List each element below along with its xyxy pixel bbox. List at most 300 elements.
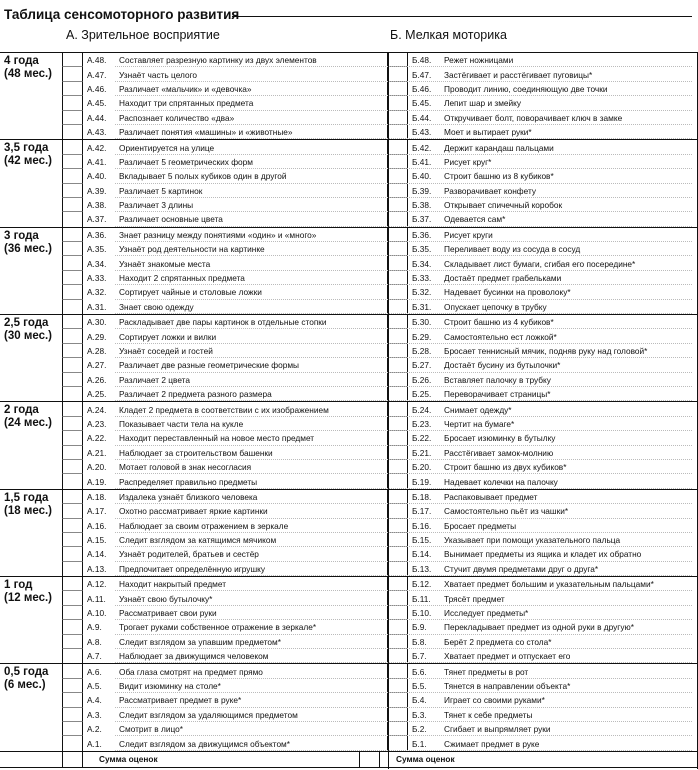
- age-group-rows: [0, 577, 698, 663]
- item-code-a: А.2.: [87, 724, 102, 735]
- item-text-b: Бросает изюминку в бутылку: [444, 433, 556, 444]
- table-row: [0, 300, 698, 314]
- score-box-b[interactable]: [387, 708, 408, 722]
- item-code-a: А.1.: [87, 738, 102, 749]
- item-text-b: Достаёт бусину из бутылочки*: [444, 360, 561, 371]
- table-row: [0, 533, 698, 547]
- table-row: [0, 67, 698, 81]
- score-box-a[interactable]: [62, 736, 83, 750]
- item-code-a: А.39.: [87, 185, 107, 196]
- item-text-b: Вынимает предметы из ящика и кладет их обратно: [444, 549, 642, 560]
- item-code-a: А.33.: [87, 273, 107, 284]
- score-box-a[interactable]: [62, 242, 83, 256]
- item-code-a: А.38.: [87, 200, 107, 211]
- sum-box-b[interactable]: [359, 752, 380, 767]
- age-group-rows: [0, 53, 698, 139]
- item-text-b: Откручивает болт, поворачивает ключ в замке: [444, 112, 623, 123]
- item-code-b: Б.21.: [412, 447, 432, 458]
- score-box-b[interactable]: [387, 140, 408, 154]
- item-code-a: А.48.: [87, 55, 107, 66]
- item-code-a: А.46.: [87, 83, 107, 94]
- item-code-a: А.24.: [87, 404, 107, 415]
- age-group-rows: [0, 402, 698, 488]
- score-box-a[interactable]: [62, 693, 83, 707]
- score-box-b[interactable]: [387, 242, 408, 256]
- item-text-b: Строит башню из двух кубиков*: [444, 462, 567, 473]
- table-row: [0, 736, 698, 750]
- item-code-a: А.20.: [87, 462, 107, 473]
- item-text-a: Узнаёт родителей, братьев и сестёр: [119, 549, 259, 560]
- item-text-a: Издалека узнаёт близкого человека: [119, 491, 258, 502]
- item-code-b: Б.31.: [412, 301, 432, 312]
- item-code-a: А.17.: [87, 506, 107, 517]
- score-box-b[interactable]: [387, 547, 408, 561]
- age-years: 1 год: [4, 579, 33, 592]
- table-row: [0, 53, 698, 67]
- score-box-b[interactable]: [387, 198, 408, 212]
- item-text-a: Охотно рассматривает яркие картинки: [119, 506, 268, 517]
- score-box-a[interactable]: [62, 547, 83, 561]
- sum-label-a: Сумма оценок: [99, 754, 158, 765]
- item-text-a: Узнаёт свою бутылочку*: [119, 593, 213, 604]
- score-box-b[interactable]: [387, 96, 408, 110]
- column-a-header: А. Зрительное восприятие: [66, 28, 220, 42]
- age-months: (48 мес.): [4, 68, 52, 80]
- score-box-b[interactable]: [387, 591, 408, 605]
- score-box-b[interactable]: [387, 460, 408, 474]
- age-group: [0, 52, 698, 139]
- item-code-a: А.18.: [87, 491, 107, 502]
- score-box-a[interactable]: [62, 256, 83, 270]
- item-code-b: Б.47.: [412, 69, 432, 80]
- item-text-b: Тянет к себе предметы: [444, 709, 533, 720]
- age-months: (6 мес.): [4, 679, 46, 692]
- age-group: [0, 401, 698, 488]
- item-code-b: Б.14.: [412, 549, 432, 560]
- item-code-a: А.8.: [87, 636, 102, 647]
- table-row: [0, 198, 698, 212]
- item-code-a: А.47.: [87, 69, 107, 80]
- table-row: [0, 125, 698, 139]
- item-text-b: Переливает воду из сосуда в сосуд: [444, 244, 581, 255]
- score-box-b[interactable]: [387, 53, 408, 67]
- item-code-a: А.43.: [87, 127, 107, 138]
- item-text-a: Находит 2 спрятанных предмета: [119, 273, 245, 284]
- score-box-b[interactable]: [387, 155, 408, 169]
- table-row: [0, 708, 698, 722]
- table-row: [0, 285, 698, 299]
- item-code-a: А.21.: [87, 447, 107, 458]
- item-text-b: Режет ножницами: [444, 55, 514, 66]
- item-text-a: Сортирует ложки и вилки: [119, 331, 217, 342]
- item-code-a: А.36.: [87, 229, 107, 240]
- item-code-b: Б.8.: [412, 636, 427, 647]
- table-row: [0, 228, 698, 242]
- table-row: [0, 490, 698, 504]
- table-row: [0, 577, 698, 591]
- score-box-a[interactable]: [62, 649, 83, 663]
- title-row: [4, 2, 239, 22]
- item-text-b: Застёгивает и расстёгивает пуговицы*: [444, 69, 593, 80]
- score-box-a[interactable]: [62, 591, 83, 605]
- age-years: 2 года: [4, 404, 39, 417]
- score-box-a[interactable]: [62, 315, 83, 329]
- item-code-b: Б.1.: [412, 738, 427, 749]
- item-code-b: Б.9.: [412, 622, 427, 633]
- development-table: [0, 52, 698, 768]
- item-text-b: Сжимает предмет в руке: [444, 738, 540, 749]
- item-text-b: Разворачивает конфету: [444, 185, 537, 196]
- score-box-a[interactable]: [62, 431, 83, 445]
- item-code-b: Б.33.: [412, 273, 432, 284]
- item-code-a: А.27.: [87, 360, 107, 371]
- score-box-a[interactable]: [62, 140, 83, 154]
- score-box-a[interactable]: [62, 562, 83, 576]
- item-text-b: Проводит линию, соединяющую две точки: [444, 83, 608, 94]
- item-code-b: Б.16.: [412, 520, 432, 531]
- item-text-b: Стучит двумя предметами друг о друга*: [444, 563, 599, 574]
- item-text-a: Узнаёт род деятельности на картинке: [119, 244, 265, 255]
- item-code-a: А.31.: [87, 301, 107, 312]
- table-row: [0, 402, 698, 416]
- item-text-a: Ориентируется на улице: [119, 142, 215, 153]
- score-box-b[interactable]: [387, 184, 408, 198]
- score-box-b[interactable]: [387, 474, 408, 488]
- item-text-b: Вставляет палочку в трубку: [444, 374, 551, 385]
- item-text-b: Моет и вытирает руки*: [444, 127, 532, 138]
- item-code-b: Б.7.: [412, 651, 427, 662]
- score-box-b[interactable]: [387, 417, 408, 431]
- score-box-a[interactable]: [62, 679, 83, 693]
- age-months: (12 мес.): [4, 592, 52, 605]
- age-group-rows: [0, 140, 698, 226]
- item-text-a: Наблюдает за своим отражением в зеркале: [119, 520, 289, 531]
- score-box-a[interactable]: [62, 387, 83, 401]
- item-text-a: Различает 5 картинок: [119, 185, 203, 196]
- item-code-b: Б.40.: [412, 171, 432, 182]
- score-box-a[interactable]: [62, 533, 83, 547]
- item-text-a: Находит переставленный на новое место предмет: [119, 433, 315, 444]
- item-code-b: Б.27.: [412, 360, 432, 371]
- score-box-a[interactable]: [62, 358, 83, 372]
- score-box-b[interactable]: [387, 228, 408, 242]
- item-text-b: Одевается сам*: [444, 214, 506, 225]
- score-box-b[interactable]: [387, 67, 408, 81]
- item-code-b: Б.20.: [412, 462, 432, 473]
- age-years: 3 года: [4, 229, 39, 242]
- table-row: [0, 679, 698, 693]
- item-text-a: Находит три спрятанных предмета: [119, 98, 254, 109]
- score-box-b[interactable]: [387, 431, 408, 445]
- item-code-b: Б.48.: [412, 55, 432, 66]
- item-code-b: Б.12.: [412, 579, 432, 590]
- table-row: [0, 649, 698, 663]
- item-text-b: Рисует круги: [444, 229, 493, 240]
- score-box-b[interactable]: [387, 577, 408, 591]
- item-code-b: Б.32.: [412, 287, 432, 298]
- item-code-b: Б.34.: [412, 258, 432, 269]
- item-code-a: А.28.: [87, 346, 107, 356]
- age-months: (30 мес.): [4, 330, 52, 343]
- item-code-b: Б.25.: [412, 389, 432, 400]
- item-text-b: Сгибает и выпрямляет руки: [444, 724, 551, 735]
- item-text-a: Предпочитает определённую игрушку: [119, 563, 265, 574]
- item-code-a: А.22.: [87, 433, 107, 444]
- item-text-a: Распознает количество «два»: [119, 112, 235, 123]
- table-row: [0, 474, 698, 488]
- item-code-a: А.11.: [87, 593, 106, 604]
- item-text-a: Показывает части тела на кукле: [119, 418, 244, 429]
- score-box-a[interactable]: [62, 212, 83, 226]
- item-text-a: Трогает руками собственное отражение в зеркале*: [119, 622, 317, 633]
- item-text-a: Узнаёт соседей и гостей: [119, 346, 213, 356]
- score-box-b[interactable]: [387, 606, 408, 620]
- score-box-a[interactable]: [62, 155, 83, 169]
- column-divider: [388, 52, 389, 769]
- item-code-b: Б.43.: [412, 127, 432, 138]
- score-box-a[interactable]: [62, 402, 83, 416]
- item-code-b: Б.10.: [412, 608, 432, 619]
- table-row: [0, 722, 698, 736]
- item-text-b: Опускает цепочку в трубку: [444, 301, 547, 312]
- score-box-a[interactable]: [62, 635, 83, 649]
- item-text-a: Составляет разрезную картинку из двух элементов: [119, 55, 317, 66]
- score-box-a[interactable]: [62, 96, 83, 110]
- item-code-b: Б.26.: [412, 374, 432, 385]
- item-text-b: Бросает теннисный мячик, подняв руку над головой*: [444, 346, 648, 356]
- age-months: (18 мес.): [4, 504, 52, 517]
- score-box-a[interactable]: [62, 446, 83, 460]
- score-box-b[interactable]: [387, 504, 408, 518]
- score-box-a[interactable]: [62, 169, 83, 183]
- item-text-a: Различает понятия «машины» и «животные»: [119, 127, 293, 138]
- score-box-b[interactable]: [387, 562, 408, 576]
- score-box-b[interactable]: [387, 736, 408, 750]
- item-code-a: А.37.: [87, 214, 107, 225]
- score-box-a[interactable]: [62, 708, 83, 722]
- score-box-b[interactable]: [387, 300, 408, 314]
- item-text-a: Наблюдает за строительством башенки: [119, 447, 273, 458]
- item-text-b: Расстёгивает замок-молнию: [444, 447, 554, 458]
- score-box-a[interactable]: [62, 285, 83, 299]
- score-box-b[interactable]: [387, 373, 408, 387]
- age-group-rows: [0, 664, 698, 750]
- score-box-b[interactable]: [387, 620, 408, 634]
- score-box-a[interactable]: [62, 417, 83, 431]
- age-years: 2,5 года: [4, 317, 49, 330]
- score-box-a[interactable]: [62, 82, 83, 96]
- item-text-b: Самостоятельно пьёт из чашки*: [444, 506, 569, 517]
- score-box-b[interactable]: [387, 679, 408, 693]
- item-code-a: А.32.: [87, 287, 107, 298]
- item-text-b: Надевает бусинки на проволоку*: [444, 287, 571, 298]
- item-text-b: Хватает предмет большим и указательным пальцами*: [444, 579, 654, 590]
- score-box-a[interactable]: [62, 125, 83, 139]
- item-text-a: Различает 5 геометрических форм: [119, 156, 253, 167]
- item-code-a: А.34.: [87, 258, 107, 269]
- score-box-a[interactable]: [62, 460, 83, 474]
- item-code-a: А.9.: [87, 622, 102, 633]
- table-row: [0, 620, 698, 634]
- item-code-a: А.12.: [87, 579, 107, 590]
- age-months: (42 мес.): [4, 155, 52, 168]
- age-group: [0, 314, 698, 401]
- item-code-b: Б.36.: [412, 229, 432, 240]
- item-code-a: А.13.: [87, 563, 107, 574]
- item-text-b: Хватает предмет и отпускает его: [444, 651, 571, 662]
- sum-box-a[interactable]: [62, 752, 83, 767]
- score-box-b[interactable]: [387, 664, 408, 678]
- item-text-a: Сортирует чайные и столовые ложки: [119, 287, 262, 298]
- score-box-b[interactable]: [387, 285, 408, 299]
- score-box-a[interactable]: [62, 620, 83, 634]
- item-text-b: Строит башню из 4 кубиков*: [444, 317, 554, 328]
- score-box-a[interactable]: [62, 722, 83, 736]
- item-code-a: А.15.: [87, 535, 107, 546]
- item-code-b: Б.30.: [412, 317, 432, 328]
- score-box-b[interactable]: [387, 169, 408, 183]
- item-text-a: Наблюдает за движущимся человеком: [119, 651, 269, 662]
- age-group: [0, 139, 698, 226]
- item-text-a: Находит накрытый предмет: [119, 579, 227, 590]
- item-text-b: Распаковывает предмет: [444, 491, 538, 502]
- item-code-a: А.30.: [87, 317, 107, 328]
- score-box-a[interactable]: [62, 474, 83, 488]
- score-box-b[interactable]: [387, 111, 408, 125]
- column-b-header: Б. Мелкая моторика: [390, 28, 507, 42]
- score-box-b[interactable]: [387, 344, 408, 358]
- score-box-b[interactable]: [387, 358, 408, 372]
- age-group-rows: [0, 315, 698, 401]
- score-box-a[interactable]: [62, 271, 83, 285]
- score-box-b[interactable]: [387, 490, 408, 504]
- item-text-b: Достаёт предмет грабельками: [444, 273, 562, 284]
- item-text-a: Рассматривает предмет в руке*: [119, 695, 242, 706]
- score-box-b[interactable]: [387, 402, 408, 416]
- item-text-b: Бросает предметы: [444, 520, 517, 531]
- score-box-a[interactable]: [62, 53, 83, 67]
- score-box-a[interactable]: [62, 577, 83, 591]
- table-row: [0, 547, 698, 561]
- score-box-a[interactable]: [62, 198, 83, 212]
- score-box-b[interactable]: [387, 256, 408, 270]
- score-box-a[interactable]: [62, 490, 83, 504]
- item-text-b: Тянется в направлении объекта*: [444, 680, 571, 691]
- table-row: [0, 140, 698, 154]
- item-code-a: А.26.: [87, 374, 107, 385]
- item-code-a: А.10.: [87, 608, 107, 619]
- title-underline: [232, 16, 692, 17]
- item-code-a: А.5.: [87, 680, 102, 691]
- table-row: [0, 387, 698, 401]
- item-code-a: А.29.: [87, 331, 107, 342]
- item-text-a: Рассматривает свои руки: [119, 608, 217, 619]
- item-text-a: Оба глаза смотрят на предмет прямо: [119, 666, 263, 677]
- score-box-a[interactable]: [62, 329, 83, 343]
- item-code-b: Б.37.: [412, 214, 432, 225]
- score-box-b[interactable]: [387, 693, 408, 707]
- table-row: [0, 417, 698, 431]
- score-box-b[interactable]: [387, 533, 408, 547]
- item-code-a: А.4.: [87, 695, 102, 706]
- page-title: Таблица сенсомоторного развития: [4, 7, 240, 22]
- item-text-a: Различает 2 предмета разного размера: [119, 389, 272, 400]
- table-row: [0, 242, 698, 256]
- score-box-b[interactable]: [387, 329, 408, 343]
- item-code-b: Б.42.: [412, 142, 432, 153]
- score-box-a[interactable]: [62, 664, 83, 678]
- score-box-b[interactable]: [387, 212, 408, 226]
- score-box-a[interactable]: [62, 519, 83, 533]
- item-code-a: А.19.: [87, 476, 107, 487]
- item-code-b: Б.38.: [412, 200, 432, 211]
- item-text-a: Следит взглядом за удаляющимся предметом: [119, 709, 298, 720]
- score-box-a[interactable]: [62, 228, 83, 242]
- score-box-a[interactable]: [62, 373, 83, 387]
- item-text-b: Держит карандаш пальцами: [444, 142, 554, 153]
- item-code-a: А.40.: [87, 171, 107, 182]
- score-box-b[interactable]: [387, 82, 408, 96]
- item-code-b: Б.11.: [412, 593, 431, 604]
- table-row: [0, 446, 698, 460]
- score-box-a[interactable]: [62, 184, 83, 198]
- age-years: 0,5 года: [4, 666, 49, 679]
- item-text-a: Различает «мальчик» и «девочка»: [119, 83, 252, 94]
- score-box-b[interactable]: [387, 271, 408, 285]
- score-box-b[interactable]: [387, 387, 408, 401]
- score-box-b[interactable]: [387, 446, 408, 460]
- score-box-a[interactable]: [62, 504, 83, 518]
- sum-row: [0, 751, 698, 768]
- item-text-a: Узнаёт знакомые места: [119, 258, 211, 269]
- age-months: (24 мес.): [4, 417, 52, 430]
- item-text-a: Распределяет правильно предметы: [119, 476, 258, 487]
- table-row: [0, 373, 698, 387]
- score-box-a[interactable]: [62, 344, 83, 358]
- score-box-a[interactable]: [62, 300, 83, 314]
- score-box-a[interactable]: [62, 111, 83, 125]
- table-row: [0, 111, 698, 125]
- score-box-b[interactable]: [387, 635, 408, 649]
- item-text-b: Перекладывает предмет из одной руки в другую*: [444, 622, 634, 633]
- table-row: [0, 431, 698, 445]
- table-row: [0, 664, 698, 678]
- item-text-a: Знает разницу между понятиями «один» и «много»: [119, 229, 317, 240]
- item-code-b: Б.35.: [412, 244, 432, 255]
- table-row: [0, 82, 698, 96]
- score-box-a[interactable]: [62, 606, 83, 620]
- score-box-b[interactable]: [387, 519, 408, 533]
- score-box-b[interactable]: [387, 722, 408, 736]
- item-text-a: Мотает головой в знак несогласия: [119, 462, 252, 473]
- item-text-a: Кладет 2 предмета в соответствии с их изображением: [119, 404, 329, 415]
- item-text-a: Следит взглядом за движущимся объектом*: [119, 738, 290, 749]
- table-row: [0, 606, 698, 620]
- item-text-a: Следит взглядом за упавшим предметом*: [119, 636, 281, 647]
- item-text-a: Различает 3 длины: [119, 200, 194, 211]
- table-row: [0, 693, 698, 707]
- item-code-b: Б.44.: [412, 112, 432, 123]
- table-row: [0, 271, 698, 285]
- score-box-b[interactable]: [387, 649, 408, 663]
- score-box-b[interactable]: [387, 315, 408, 329]
- table-row: [0, 344, 698, 358]
- score-box-b[interactable]: [387, 125, 408, 139]
- item-text-a: Раскладывает две пары картинок в отдельные стопки: [119, 317, 327, 328]
- table-row: [0, 96, 698, 110]
- score-box-a[interactable]: [62, 67, 83, 81]
- item-text-a: Следит взглядом за катящимся мячиком: [119, 535, 277, 546]
